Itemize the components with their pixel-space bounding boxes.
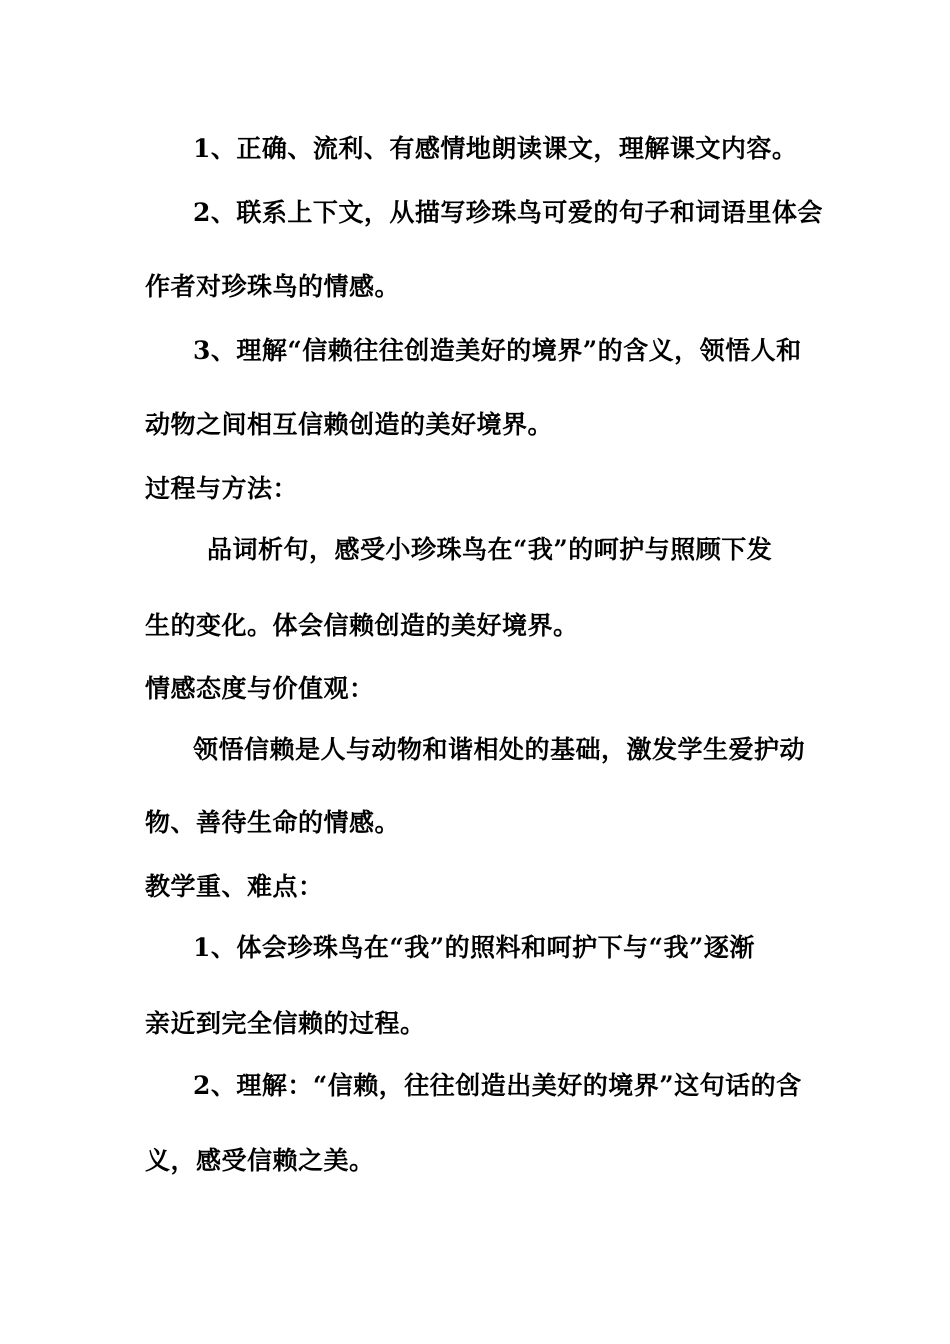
emotion-heading: 情感态度与价值观：	[145, 674, 375, 703]
process-text-line-1: 品词析句，感受小珍珠鸟在“我”的呵护与照顾下发	[207, 535, 773, 564]
key-point-item-1-line-1: 1、体会珍珠鸟在“我”的照料和呵护下与“我”逐渐	[193, 933, 755, 962]
key-point-item-2-line-1: 2、理解：“信赖，往往创造出美好的境界”这句话的含	[193, 1071, 802, 1100]
objective-item-1: 1、正确、流利、有感情地朗读课文，理解课文内容。	[193, 134, 798, 163]
emotion-text-line-2: 物、善待生命的情感。	[145, 808, 401, 837]
process-heading: 过程与方法：	[145, 474, 299, 503]
objective-item-2-line-1: 2、联系上下文，从描写珍珠鸟可爱的句子和词语里体会	[193, 198, 823, 227]
emotion-text-line-1: 领悟信赖是人与动物和谐相处的基础，激发学生爱护动	[193, 735, 806, 764]
key-point-item-2-line-2: 义，感受信赖之美。	[145, 1146, 375, 1175]
objective-item-3-line-1: 3、理解“信赖往往创造美好的境界”的含义，领悟人和	[193, 336, 802, 365]
key-point-item-1-line-2: 亲近到完全信赖的过程。	[145, 1009, 426, 1038]
key-points-heading: 教学重、难点：	[145, 872, 324, 901]
objective-item-3-line-2: 动物之间相互信赖创造的美好境界。	[145, 410, 554, 439]
process-text-line-2: 生的变化。体会信赖创造的美好境界。	[145, 611, 579, 640]
objective-item-2-line-2: 作者对珍珠鸟的情感。	[145, 272, 401, 301]
